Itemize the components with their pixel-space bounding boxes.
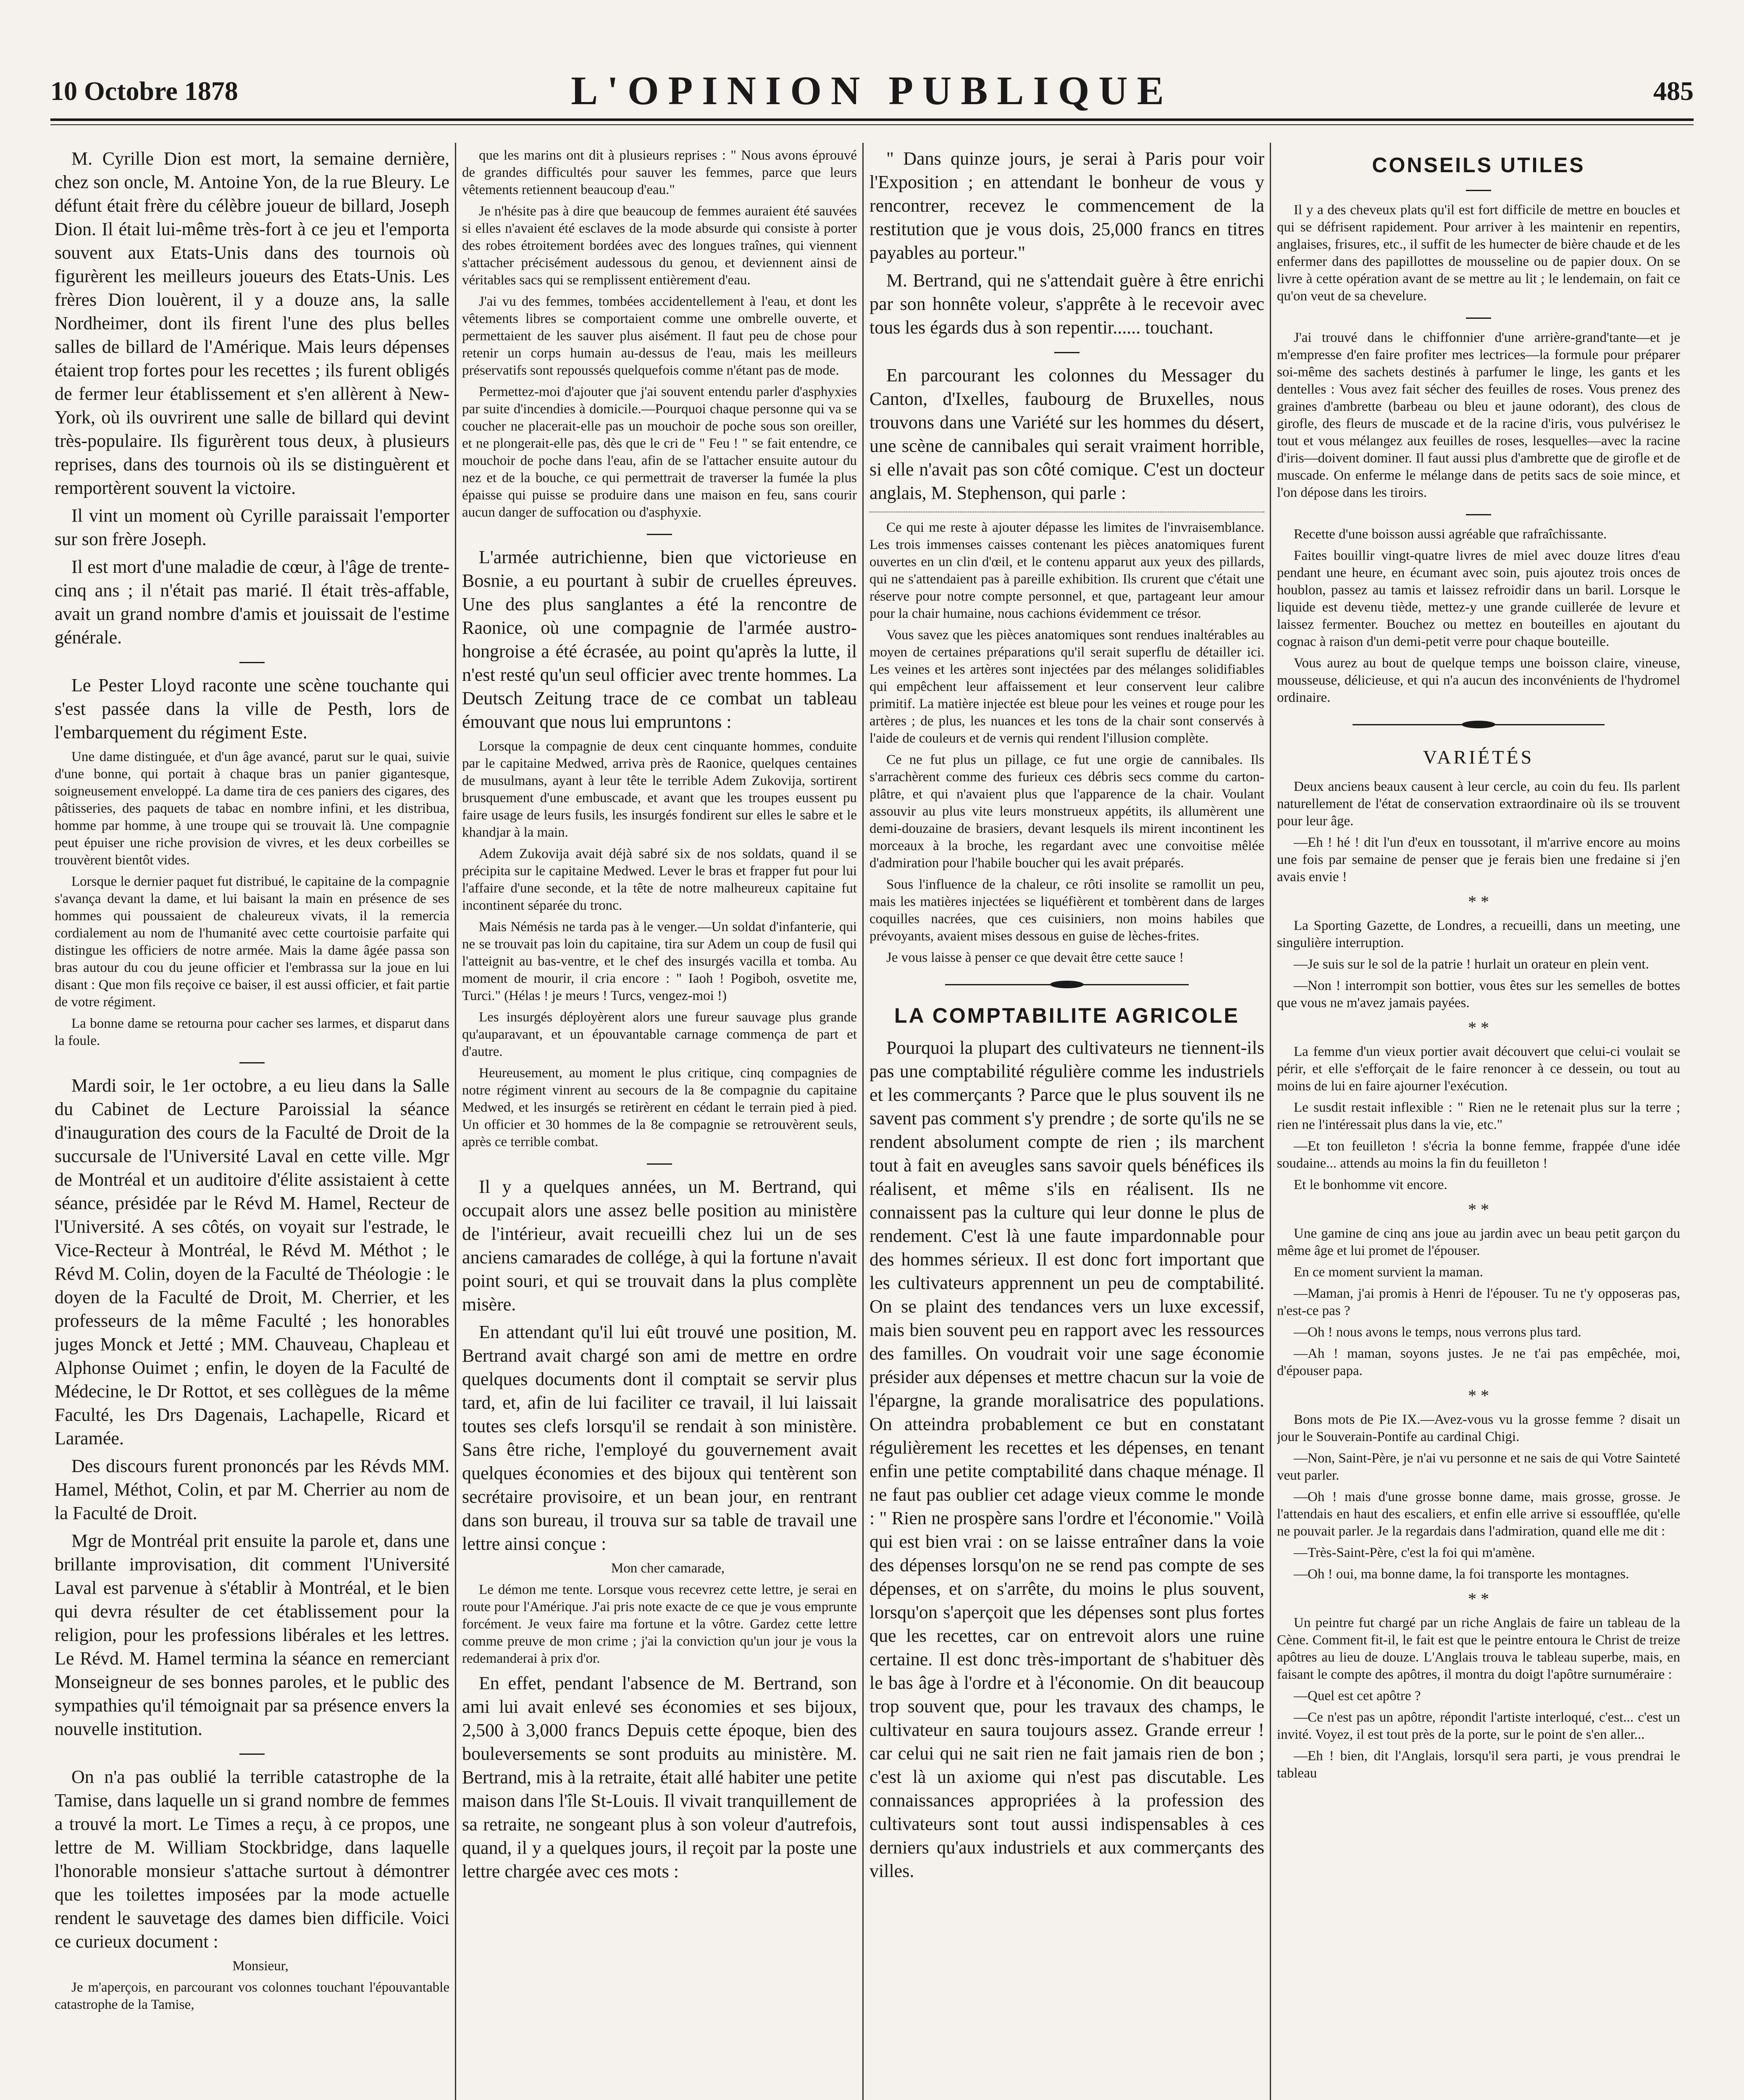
article-paragraph: L'armée autrichienne, bien que victorieuse en Bosnie, a eu pourtant à subir de cruelles épreuves. Une des plus sanglantes a été la rencontre de Raonice, où une compagnie de l'armée austro-hongroise a été écrasée, au point qu'après la lutte, il n'est resté qu'un seul officier avec trente hommes. La Deutsch Zeitung trace de ce combat un tableau émouvant que nous lui empruntons : [462,547,857,732]
article-paragraph: —Non ! interrompit son bottier, vous êtes sur les semelles de bottes que vous ne m'avez jamais payées. [1277,978,1680,1011]
quoted-paragraph: Je m'aperçois, en parcourant vos colonnes touchant l'épouvantable catastrophe de la Tamise, [55,1980,449,2012]
article-paragraph: Et le bonhomme vit encore. [1294,1177,1447,1192]
article-paragraph: M. Bertrand, qui ne s'attendait guère à être enrichi par son honnête voleur, s'apprête à le recevoir avec tous les égards dus à son repentir...... touchant. [869,270,1264,338]
quoted-paragraph: J'ai vu des femmes, tombées accidentellement à l'eau, et dont les vêtements libres se comportaient comme une ombrelle ouverte, et permettaient de les sauver plus aisément. Il faut peu de chose pour retenir un corps humain au-dessus de l'eau, mais les meilleurs préservatifs sont repoussés quelquefois comme n'étant pas de mode. [462,294,857,378]
newspaper-title: L'OPINION PUBLIQUE [571,68,1173,113]
section-dash [55,1749,449,1757]
article-paragraph: Faites bouillir vingt-quatre livres de miel avec douze litres d'eau pendant une heure, en écumant avec soin, puis ajoutez trois onces de houblon, passez au tamis et laissez refroidir dans un baril. Lorsque le liquide est devenu tiède, mettez-y une grande cuillerée de levure et laissez fermenter. Bouchez ou mettez en bouteilles en ajoutant du cognac à raison d'un demi-petit verre pour chaque bouteille. [1277,548,1680,649]
page-number: 485 [1653,76,1694,106]
quoted-paragraph: Heureusement, au moment le plus critique, cinq compagnies de notre régiment vinrent au secours de la 8e compagnie du capitaine Medwed, et les insurgés se retirèrent en cédant le terrain pied à pied. Un officier et 30 hommes de la 8e compagnie se retrouvèrent seuls, après ce terrible combat. [462,1066,857,1150]
article-paragraph: Pourquoi la plupart des cultivateurs ne tiennent-ils pas une comptabilité régulière comme les industriels et les commerçants ? Parce que le plus souvent ils ne savent pas comment s'y prendre ; de sorte qu'ils ne se rendent absolument compte de rien ; ils marchent tout à fait en aveugles sans savoir quels bénéfices ils réalisent, et même s'ils en réalisent. Ils ne connaissent pas la culture qui leur donne le plus de rendement. C'est là une faute impardonnable pour des hommes sérieux. Il est donc fort important que les cultivateurs apprennent un peu de comptabilité. On se plaint des tendances vers un luxe excessif, mais bien souvent peu en rapport avec les ressources des familles. On voudrait voir une sage économie présider aux dépenses et mettre chacun sur la voie de l'épargne, la grande moralisatrice des populations. On atteindra probablement ce but en constatant régulièrement les recettes et les dépenses, en tenant enfin une petite comptabilité dans chaque ménage. Il ne faut pas oublier cet adage vieux comme le monde : " Rien ne prospère sans l'ordre et l'économie." Voilà qui est bien vrai : on se laisse entraîner dans la voie des dépenses lorsqu'on ne se rend pas compte de ses dépenses, et on s'arrête, du moins le plus souvent, lorsqu'on s'aperçoit que les dépenses sont plus fortes que les recettes, car on entrevoit alors une ruine certaine. Il est donc très-important de s'habituer dès le bas âge à l'ordre et à l'économie. On dit beaucoup trop souvent que, pour les travaux des champs, le cultivateur en saura toujours assez. Grande erreur ! car celui qui ne sait rien ne fait jamais rien de bon ; c'est là un axiome qui n'est pas discutable. Les connaissances appropriées à la profession des cultivateurs sont tout aussi indispensables à ces derniers qu'aux industriels et aux commerçants des villes. [869,1037,1264,1881]
article-paragraph: Deux anciens beaux causent à leur cercle, au coin du feu. Ils parlent naturellement de l'état de conservation extraordinaire où ils se trouvent pour leur âge. [1277,779,1680,829]
article-paragraph: En effet, pendant l'absence de M. Bertrand, son ami lui avait enlevé ses économies et ses bijoux, 2,500 à 3,000 francs Depuis cette époque, bien des bouleversements se sont produits au ministère. M. Bertrand, mis à la retraite, était allé habiter une petite maison dans l'île St-Louis. Il vivait tranquillement de sa retraite, ne songeant plus à son voleur d'autrefois, quand, il y a quelques jours, il reçoit par la poste une lettre chargée avec ces mots : [462,1673,857,1882]
article-paragraph: M. Cyrille Dion est mort, la semaine dernière, chez son oncle, M. Antoine Yon, de la rue Bleury. Le défunt était frère du célèbre joueur de billard, Joseph Dion. Il était lui-même très-fort à ce jeu et l'emporta souvent aux Etats-Unis dans des tournois où figurèrent les meilleurs joueurs des Etats-Unis. Les frères Dion louèrent, il y a douze ans, la salle Nordheimer, dont ils firent l'une des plus belles salles de billard de l'Amérique. Mais leurs dépenses étaient trop fortes pour les recettes ; ils furent obligés de fermer leur établissement et s'en allèrent à New-York, où ils ouvrirent une salle de billard qui devint très-populaire. Ils figurèrent tous deux, à plusieurs reprises, dans des tournois où ils se distinguèrent et remportèrent souvent la victoire. [55,148,449,498]
article-paragraph: —Et ton feuilleton ! s'écria la bonne femme, frappée d'une idée soudaine... attends au moins la fin du feuilleton ! [1277,1139,1680,1171]
quoted-paragraph: Sous l'influence de la chaleur, ce rôti insolite se ramollit un peu, mais les matières injectées se liquéfièrent et tombèrent dans de larges coquilles nacrées, que ces cuisiniers, non moins habiles que prévoyants, avaient mises dessous en guise de lèches-frites. [869,877,1264,944]
article-paragraph: —Oh ! mais d'une grosse bonne dame, mais grosse, grosse. Je l'attendais en haut des escaliers, et enfin elle arrive si essoufflée, qu'elle ne pouvait parler. Je la regardais dans l'admiration, quand elle me dit : [1277,1489,1680,1539]
quoted-paragraph: Une dame distinguée, et d'un âge avancé, parut sur le quai, suivie d'une bonne, qui portait à chaque bras un panier gigantesque, soigneusement enveloppé. La dame tira de ces paniers des cigares, des pâtisseries, des paquets de tabac en nombre infini, et les distribua, homme par homme, à une troupe qui se trouvait là. Une compagnie peut épuiser une riche provision de vivres, et les deux corbeilles se trouvèrent bientôt vides. [55,749,449,868]
article-paragraph: On n'a pas oublié la terrible catastrophe de la Tamise, dans laquelle un si grand nombre de femmes a trouvé la mort. Le Times a reçu, à ce propos, une lettre de M. William Stockbridge, dans laquelle l'honorable monsieur s'attache surtout à démontrer que les toilettes imposées par la mode actuelle rendent le sauvetage des dames bien difficile. Voici ce curieux document : [55,1767,449,1952]
section-heading: CONSEILS UTILES [1372,153,1585,177]
column-divider [1270,143,1271,2100]
article-paragraph: Le susdit restait inflexible : " Rien ne le retenait plus sur la terre ; rien ne l'intéressait plus dans la vie, etc." [1277,1100,1680,1132]
masthead [50,63,1694,113]
article-paragraph: Mgr de Montréal prit ensuite la parole et, dans une brillante improvisation, dit comment l'Université Laval est parvenue à s'établir à Montréal, et le bien qui devra résulter de cet établissement pour la religion, pour les professions libérales et les lettres. Le Révd. M. Hamel termina la séance en remerciant Monseigneur de ses bonnes paroles, et le public des sympathies qu'il témoignait par sa présence envers la nouvelle institution. [55,1530,449,1739]
article-paragraph: —Je suis sur le sol de la patrie ! hurlait un orateur en plein vent. [1294,957,1649,972]
column-1 [55,147,449,2100]
article-paragraph: Un peintre fut chargé par un riche Anglais de faire un tableau de la Cène. Comment fit-il, le fait est que le peintre entoura le Christ de treize apôtres au lieu de douze. L'Anglais trouva le tableau superbe, mais, en faisant le compte des apôtres, il montra du doigt l'apôtre surnuméraire : [1277,1615,1680,1682]
article-paragraph: —Oh ! oui, ma bonne dame, la foi transporte les montagnes. [1294,1567,1629,1582]
masthead-rule-thin [50,124,1694,125]
article-paragraph: —Eh ! hé ! dit l'un d'eux en toussotant, il m'arrive encore au moins une fois par semaine de penser que je ferais bien une fredaine si j'en avais envie ! [1277,835,1680,885]
article-paragraph: La Sporting Gazette, de Londres, a recueilli, dans un meeting, une singulière interruption. [1277,918,1680,950]
article-paragraph: —Quel est cet apôtre ? [1294,1688,1421,1704]
column-2 [462,147,857,2100]
section-dash [1277,510,1680,517]
asterism-separator: * * [1468,892,1489,911]
article-paragraph: Mardi soir, le 1er octobre, a eu lieu dans la Salle du Cabinet de Lecture Paroissial la séance d'inauguration des cours de la Faculté de Droit de la succursale de l'Université Laval en cette ville. Mgr de Montréal et un auditoire d'élite assistaient à cette séance, présidée par le Révd M. Hamel, Recteur de l'Université. A ses côtés, on voyait sur l'estrade, le Vice-Recteur à Montréal, le Révd M. Méthot ; le Révd M. Colin, doyen de la Faculté de Théologie : le doyen de la Faculté de Droit, M. Cherrier, et les professeurs de la même Faculté ; les honorables juges Monck et Jetté ; MM. Chauveau, Chapleau et Alphonse Ouimet ; enfin, le doyen de la Faculté de Médecine, le Dr Rottot, et ses collègues de la même Faculté, les Drs Dagenais, Lachapelle, Ricard et Laramée. [55,1075,449,1449]
section-dash [869,348,1264,355]
article-paragraph: Il vint un moment où Cyrille paraissait l'emporter sur son frère Joseph. [55,505,449,549]
section-heading-varietes: VARIÉTÉS [1423,746,1534,768]
article-paragraph: " Dans quinze jours, je serai à Paris pour voir l'Exposition ; en attendant le bonheur de vous y rencontrer, recevez le commencement de la restitution que je vous dois, 25,000 francs en titres payables au porteur." [869,148,1264,263]
quoted-paragraph: La bonne dame se retourna pour cacher ses larmes, et disparut dans la foule. [55,1016,449,1048]
article-paragraph: J'ai trouvé dans le chiffonnier d'une arrière-grand'tante—et je m'empresse d'en faire profiter mes lectrices—la formule pour préparer soi-même des sachets destinés à parfumer le linge, les gants et les dentelles : Vous avez fait sécher des feuilles de roses. Vous prenez des graines d'ambrette (barbeau ou bleu et jaune odorant), des clous de girofle, des fleurs de muscade et de la racine d'iris, vous pulvérisez le tout et vous mélangez aux feuilles de roses, lesquelles—avec la racine d'iris—doivent dominer. Il faut aussi plus d'ambrette que de girofle et de muscade. On enferme le mélange dans de petits sacs de soie mince, et l'on dépose dans les tiroirs. [1277,330,1680,500]
article-paragraph: Recette d'une boisson aussi agréable que rafraîchissante. [1294,527,1607,542]
article-paragraph: Le Pester Lloyd raconte une scène touchante qui s'est passée dans la ville de Pesth, lors de l'embarquement du régiment Este. [55,675,449,743]
section-dash [1277,186,1680,193]
section-ornament [869,976,1264,993]
article-paragraph: —Maman, j'ai promis à Henri de l'épouser. Tu ne t'y opposeras pas, n'est-ce pas ? [1277,1286,1680,1318]
article-paragraph: En ce moment survient la maman. [1294,1265,1483,1280]
asterism-separator: * * [1468,1589,1489,1608]
column-divider [862,143,864,2100]
section-ornament [1277,717,1680,733]
quoted-paragraph: Permettez-moi d'ajouter que j'ai souvent entendu parler d'asphyxies par suite d'incendies à domicile.—Pourquoi chaque personne qui va se coucher ne placerait-elle pas un mouchoir de poche sous son oreiller, et ne plongerait-elle pas, dès que le cri de " Feu ! " se fait entendre, ce mouchoir de poche dans l'eau, afin de se l'attacher ensuite autour du nez et de la bouche, ce qui permettrait de traverser la fumée la plus épaisse qui puisse se produire dans une maison en feu, sans courir aucun danger de suffocation ou d'asphyxie. [462,384,857,520]
letter-salutation: Monsieur, [232,1958,289,1974]
column-3 [869,147,1264,2100]
quoted-paragraph: Ce ne fut plus un pillage, ce fut une orgie de cannibales. Ils s'arrachèrent comme des furieux ces débris secs comme du carton-plâtre, et qui n'avaient plus que l'apparence de la chair. Voulant assouvir au plus vite leurs monstrueux appétits, ils allumèrent une demi-douzaine de brasiers, devant lesquels ils mirent incontinent les morceaux à la broche, les regardant avec une convoitise mêlée d'admiration pour l'habile boucher qui les avait préparés. [869,752,1264,871]
article-paragraph: Il y a des cheveux plats qu'il est fort difficile de mettre en boucles et qui se défrisent rapidement. Pour arriver à les maintenir en repentirs, anglaises, frisures, etc., il suffit de les humecter de bière chaude et de les enfermer dans des papillottes de mousseline ou de papier doux. On se livre à cette opération avant de se mettre au lit ; le lendemain, on fait ce qu'on veut de sa chevelure. [1277,202,1680,304]
quoted-paragraph: Lorsque la compagnie de deux cent cinquante hommes, conduite par le capitaine Medwed, arriva près de Raonice, quelques centaines de musulmans, ayant à leur tête le terrible Adem Zukovija, sortirent brusquement d'une embuscade, et avant que les troupes eussent pu faire usage de leurs fusils, les insurgés fondirent sur elles le sabre et le khandjar à la main. [462,739,857,840]
section-dash [462,530,857,537]
article-paragraph: En attendant qu'il lui eût trouvé une position, M. Bertrand avait chargé son ami de mettre en ordre quelques documents dont il comptait se servir plus tard, et, afin de lui faciliter ce travail, il lui laissait toutes ses clefs lorsqu'il se rendait à son ministère. Sans être riche, l'employé du gouvernement avait quelques économies et des bijoux qui tentèrent son secrétaire provisoire, et un bean jour, en rentrant dans son bureau, il trouva sur sa table de travail une lettre ainsi conçue : [462,1322,857,1554]
article-paragraph: Bons mots de Pie IX.—Avez-vous vu la grosse femme ? disait un jour le Souverain-Pontife au cardinal Chigi. [1277,1412,1680,1444]
article-paragraph: —Ah ! maman, soyons justes. Je ne t'ai pas empêchée, moi, d'épouser papa. [1277,1346,1680,1378]
article-paragraph: —Eh ! bien, dit l'Anglais, lorsqu'il sera parti, je vous prendrai le tableau [1277,1748,1680,1781]
asterism-separator: * * [1468,1386,1489,1405]
article-paragraph: Des discours furent prononcés par les Révds MM. Hamel, Méthot, Colin, et par M. Cherrier au nom de la Faculté de Droit. [55,1456,449,1523]
quoted-paragraph: Ce qui me reste à ajouter dépasse les limites de l'invraisemblance. Les trois immenses caisses contenant les pièces anatomiques furent ouvertes en un clin d'œil, et le contenu apparut aux yeux des pillards, qui ne s'attendaient pas à pareille exhibition. Ils crurent que c'était une réserve pour notre compte personnel, et que, partageant leur amour pour la chair humaine, nous cachions évidemment ce trésor. [869,520,1264,621]
column-4 [1277,147,1680,2100]
section-dash [55,658,449,665]
quoted-paragraph: Adem Zukovija avait déjà sabré six de nos soldats, quand il se précipita sur le capitaine Medwed. Lever le bras et frapper fut pour lui l'affaire d'une seconde, et la tête de notre malheureux capitaine fut incontinent séparée du tronc. [462,846,857,913]
article-paragraph: Vous aurez au bout de quelque temps une boisson claire, vineuse, mousseuse, délicieuse, et qui n'a aucun des inconvénients de l'hydromel ordinaire. [1277,656,1680,705]
masthead-rule [50,118,1694,121]
asterism-separator: * * [1468,1200,1489,1219]
issue-date: 10 Octobre 1878 [50,76,238,106]
article-paragraph: En parcourant les colonnes du Messager du Canton, d'Ixelles, faubourg de Bruxelles, nous trouvons dans une Variété sur les hommes du désert, une scène de cannibales qui serait vraiment horrible, si elle n'avait pas son côté comique. C'est un docteur anglais, M. Stephenson, qui parle : [869,365,1264,503]
quoted-paragraph: Vous savez que les pièces anatomiques sont rendues inaltérables au moyen de certaines préparations qu'il serait superflu de détailler ici. Les veines et les artères sont injectées par des mélanges solidifiables qui empêchent leur affaissement et leur conservent leur calibre primitif. La matière injectée est bleue pour les veines et rouge pour les artères ; de plus, les nuances et les tons de la chair sont conservés à l'aide de couleurs et de vernis qui rendent l'illusion complète. [869,627,1264,746]
quoted-paragraph: que les marins ont dit à plusieurs reprises : " Nous avons éprouvé de grandes difficultés pour sauver les femmes, parce que leurs vêtements retiennent beaucoup d'eau." [462,148,857,197]
quoted-paragraph: Mais Némésis ne tarda pas à le venger.—Un soldat d'infanterie, qui ne se trouvait pas loin du capitaine, tira sur Adem un coup de fusil qui l'atteignit au bas-ventre, et le chef des insurgés vacilla et tomba. Au moment de mourir, il cria encore : " Iaoh ! Pogiboh, osvetite me, Turci." (Hélas ! je meurs ! Turcs, vengez-moi !) [462,919,857,1003]
column-divider [455,143,456,2100]
quoted-paragraph: Les insurgés déployèrent alors une fureur sauvage plus grande qu'auparavant, et un épouvantable carnage commença de part et d'autre. [462,1010,857,1059]
section-dash [1277,313,1680,321]
article-paragraph: —Ce n'est pas un apôtre, répondit l'artiste interloqué, c'est... c'est un invité. Voyez, il est tout près de la porte, sur le point de s'en aller... [1277,1710,1680,1742]
letter-salutation: Mon cher camarade, [611,1561,725,1576]
article-paragraph: Une gamine de cinq ans joue au jardin avec un beau petit garçon du même âge et lui promet de l'épouser. [1277,1226,1680,1258]
quoted-paragraph: Le démon me tente. Lorsque vous recevrez cette lettre, je serai en route pour l'Amérique. J'ai pris note exacte de ce que je vous emprunte forcément. Je veux faire ma fortune et la vôtre. Gardez cette lettre comme preuve de mon crime ; j'ai la conviction qu'un jour je vous la redemanderai à prix d'or. [462,1582,857,1666]
quoted-paragraph: Lorsque le dernier paquet fut distribué, le capitaine de la compagnie s'avança devant la dame, et lui baisant la main en présence de ses hommes qui poussaient de chaleureux vivats, il la remercia cordialement au nom de l'humanité avec cette courtoisie parfaite qui distingue les officiers de notre armée. Mais la dame âgée passa son bras autour du cou du jeune officier et l'embrassa sur la joue en lui disant : Que mon fils reçoive ce baiser, il est aussi officier, et fait partie de votre régiment. [55,874,449,1010]
article-paragraph: —Non, Saint-Père, je n'ai vu personne et ne sais de qui Votre Sainteté veut parler. [1277,1451,1680,1483]
section-heading: LA COMPTABILITE AGRICOLE [894,1004,1240,1027]
quoted-paragraph: Je n'hésite pas à dire que beaucoup de femmes auraient été sauvées si elles n'avaient été esclaves de la mode absurde qui consiste à porter des robes étroitement bordées avec des longues traînes, qui viennent s'attacher précisément audessous du genou, et deviennent ainsi de véritables sacs qui se remplissent entièrement d'eau. [462,204,857,288]
quoted-paragraph: Je vous laisse à penser ce que devait être cette sauce ! [886,950,1184,965]
article-paragraph: La femme d'un vieux portier avait découvert que celui-ci voulait se périr, et elle s'efforçait de le faire renoncer à ce dessein, ou tout au moins de lui en faire ajourner l'exécution. [1277,1044,1680,1094]
asterism-separator: * * [1468,1018,1489,1037]
article-paragraph: —Oh ! nous avons le temps, nous verrons plus tard. [1294,1325,1581,1340]
section-dash [462,1159,857,1167]
article-paragraph: —Très-Saint-Père, c'est la foi qui m'amène. [1294,1545,1535,1560]
article-paragraph: Il y a quelques années, un M. Bertrand, qui occupait alors une assez belle position au ministère de l'intérieur, avait recueilli chez lui un de ses anciens camarades de collége, à qui la fortune n'avait point souri, et qui se trouvait dans la plus complète misère. [462,1176,857,1315]
section-dash [55,1058,449,1066]
article-paragraph: Il est mort d'une maladie de cœur, à l'âge de trente-cinq ans ; il n'était pas marié. Il était très-affable, avait un grand nombre d'amis et jouissait de l'estime générale. [55,556,449,648]
